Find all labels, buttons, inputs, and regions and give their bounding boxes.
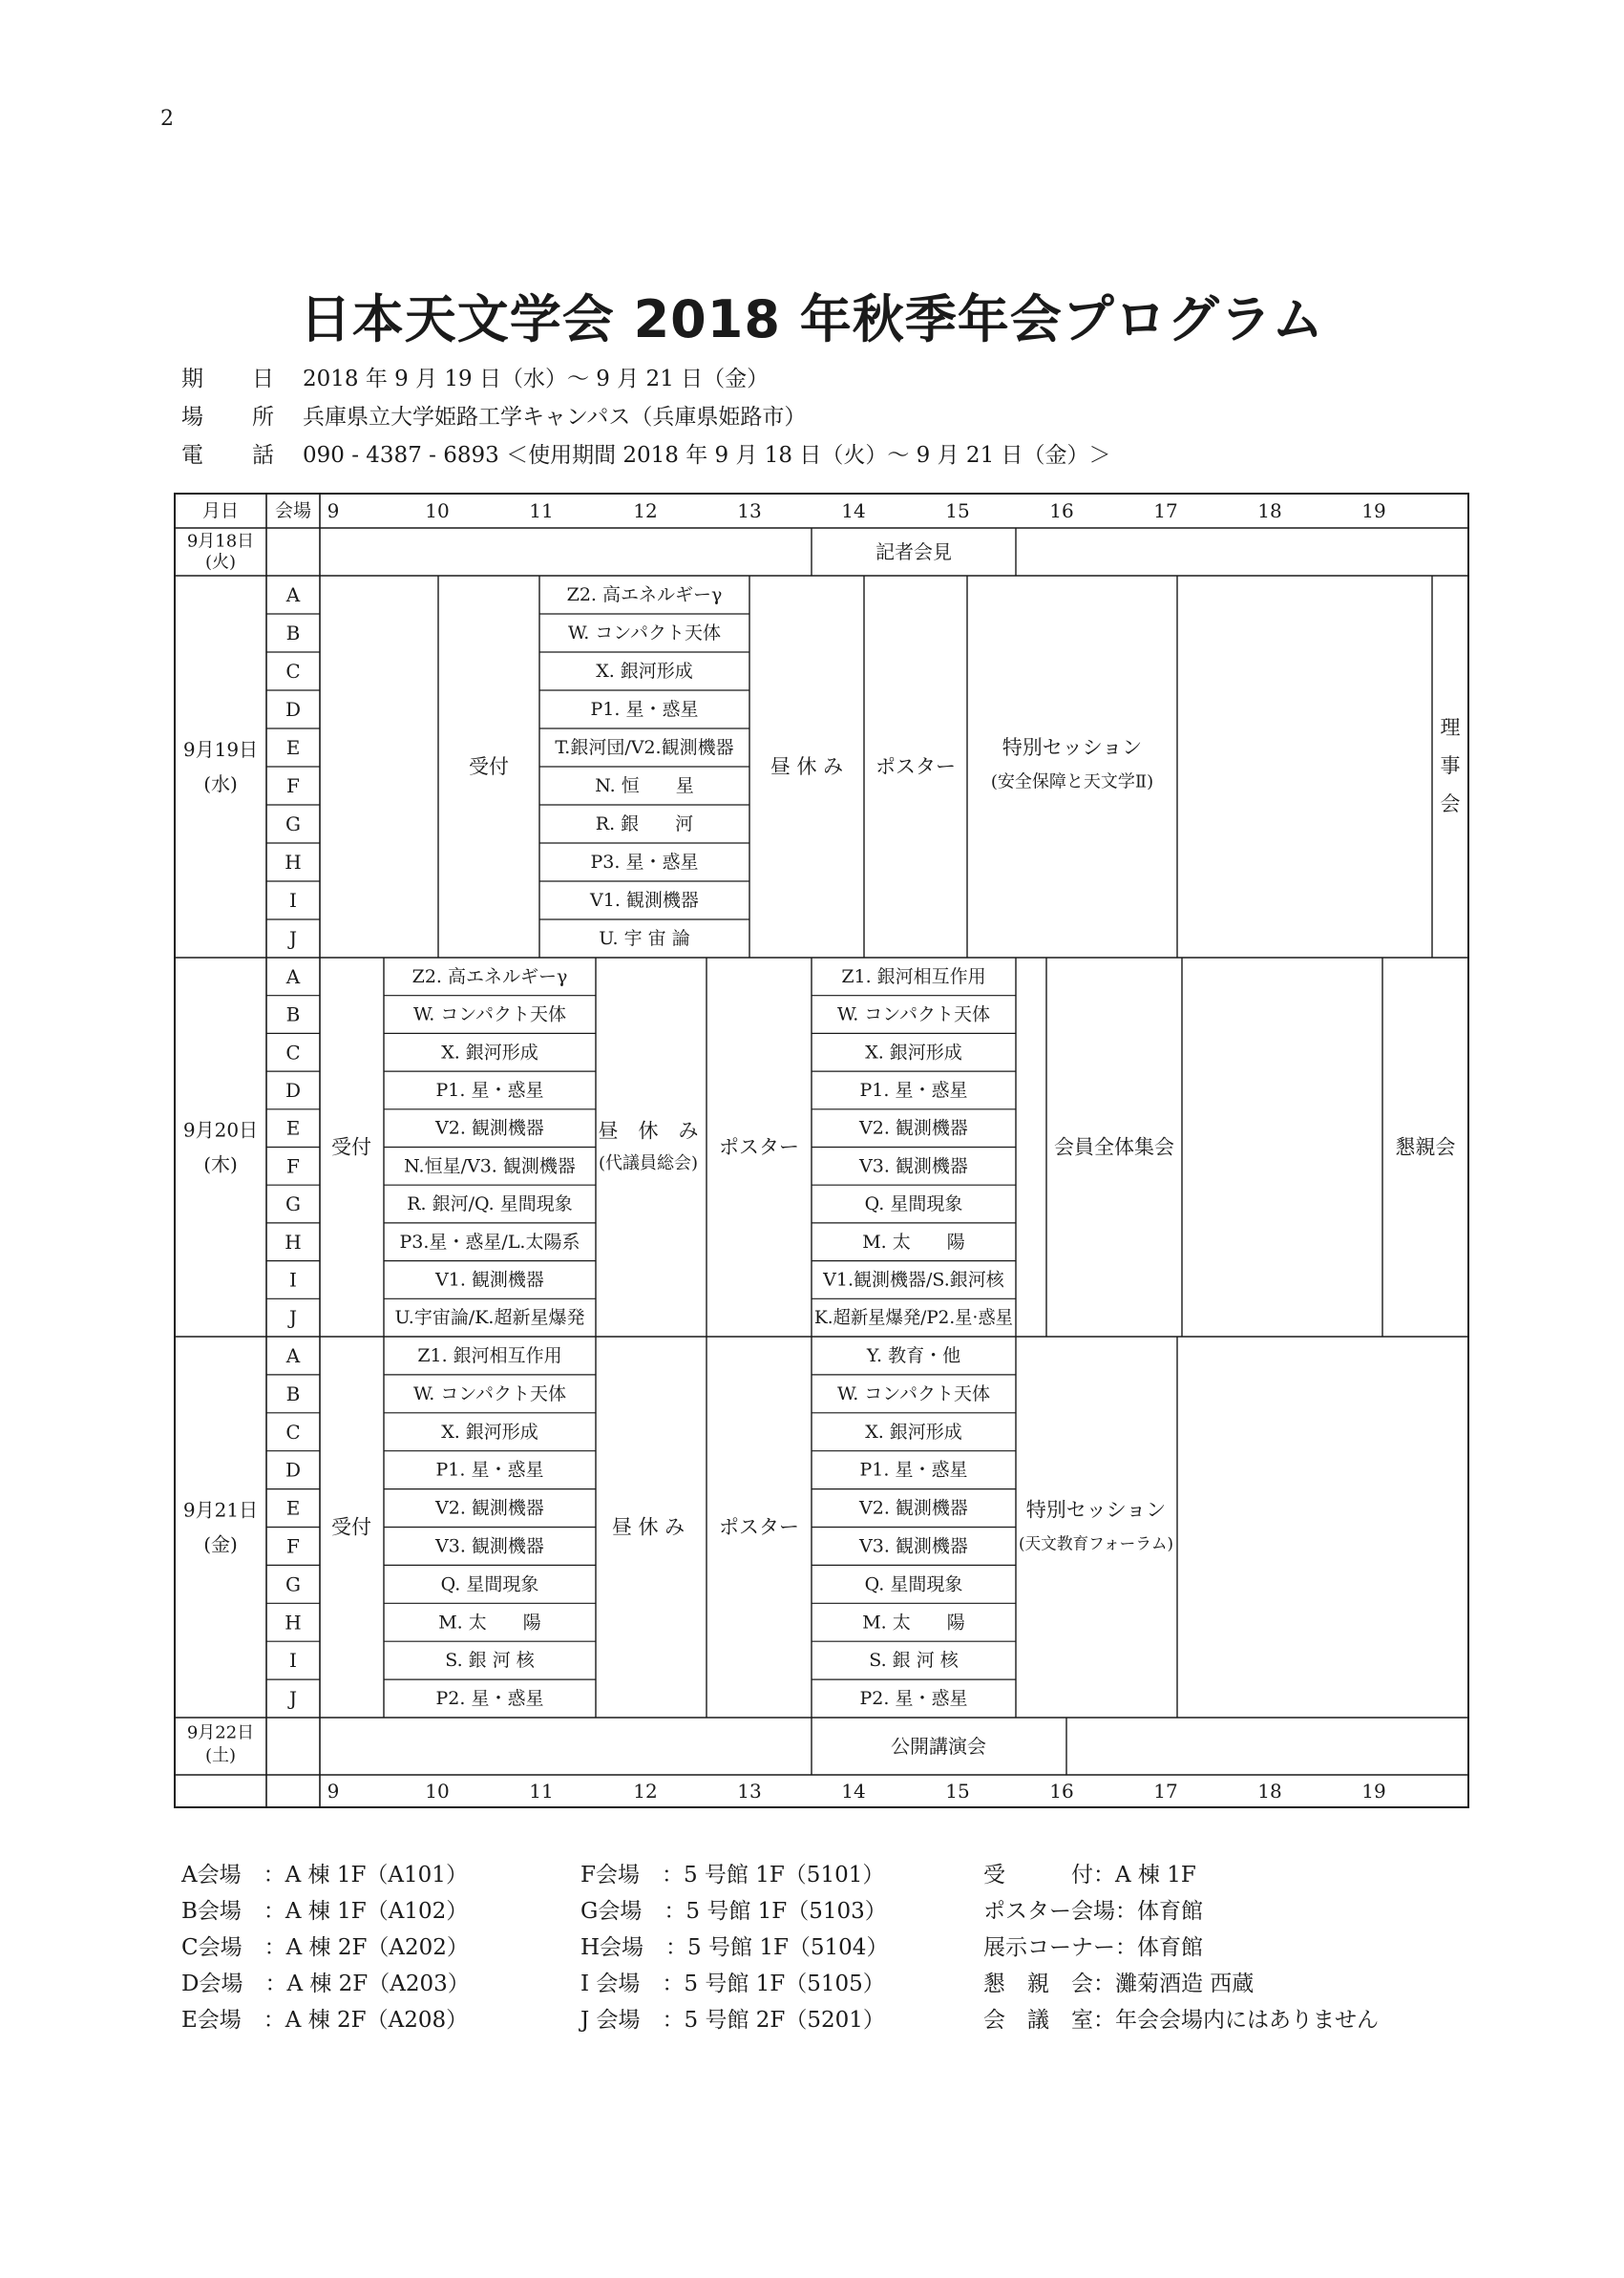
info-date-value: 2018 年 9 月 19 日（水）～ 9 月 21 日（金） [303,367,770,391]
session-label: V1. 観測機器 [590,890,699,911]
session-label: Z1. 銀河相互作用 [841,965,986,987]
room-label: C [285,1420,301,1444]
room-label: C [285,1041,301,1065]
room-label: D [285,1458,302,1482]
session-label: R. 銀 河 [595,813,694,834]
room-label: H [285,1230,302,1254]
board-meeting-label: 会 [1440,792,1461,815]
lunch-break-label: 昼 休 み [598,1119,699,1143]
session-label: P3.星・惑星/L.太陽系 [399,1231,580,1253]
session-label: T.銀河団/V2.観測機器 [555,737,734,758]
session-label: W. コンパクト天体 [413,1382,566,1404]
weekday-label: (土) [204,1745,237,1766]
session-label: Z1. 銀河相互作用 [417,1344,562,1366]
room-label: A [285,583,301,606]
weekday-label: (木) [203,1152,238,1176]
legend-item: 懇 親 会：灘菊酒造 西蔵 [983,1972,1255,1996]
room-label: C [285,660,301,683]
legend-item: I 会場 ：5 号館 1F（5105） [580,1972,885,1996]
hour-tick-label: 9 [327,499,340,522]
reception-label: 受付 [469,755,509,778]
room-label: J [288,1306,298,1330]
room-label: H [285,1611,302,1635]
session-label: Y. 教育・他 [866,1344,961,1366]
room-label: G [285,812,301,835]
session-label: X. 銀河形成 [441,1421,538,1443]
hour-tick-label: 19 [1361,1780,1386,1803]
session-label: U. 宇 宙 論 [599,928,690,949]
legend-item: C会場 ：A 棟 2F（A202） [181,1935,469,1960]
lunch-break-label: 昼 休 み [770,755,844,778]
session-label: Z2. 高エネルギーγ [566,584,723,605]
hour-tick-label: 16 [1049,499,1074,522]
legend-facilities [983,1857,1379,2038]
session-label: U.宇宙論/K.超新星爆発 [394,1307,585,1329]
hour-tick-label: 11 [529,499,554,522]
session-label: W. コンパクト天体 [413,1003,566,1025]
session-label: P1. 星・惑星 [435,1459,544,1481]
legend-item: ポスター会場：体育館 [983,1899,1203,1924]
event-public-lecture: 公開講演会 [891,1735,986,1758]
hour-tick-label: 19 [1361,499,1386,522]
date-label: 9月18日 [186,531,255,552]
hour-tick-label: 17 [1153,1780,1178,1803]
hour-tick-label: 17 [1153,499,1178,522]
hour-tick-label: 9 [327,1780,340,1803]
session-label: W. コンパクト天体 [837,1003,990,1025]
session-label: P1. 星・惑星 [590,699,699,720]
room-label: I [289,1649,297,1673]
special-session-label: 特別セッション [1002,736,1143,759]
session-label: P2. 星・惑星 [859,1688,968,1710]
hour-tick-label: 14 [841,499,866,522]
room-label: F [286,1154,300,1178]
room-label: E [285,1116,301,1140]
session-label: M. 太 陽 [862,1612,965,1634]
lunch-break-sublabel: (代議員総会) [598,1153,699,1173]
session-label: M. 太 陽 [438,1612,541,1634]
info-phone-label: 電 話 [181,443,287,468]
legend-item: J 会場 ：5 号館 2F（5201） [580,2008,885,2033]
page-number: 2 [160,107,174,131]
hour-tick-label: 18 [1257,499,1282,522]
board-meeting-label: 事 [1440,754,1461,777]
legend-rooms-f-j [580,1857,888,2038]
room-label: I [289,889,297,912]
session-label: S. 銀 河 核 [445,1650,535,1672]
legend-item: 会 議 室：年会会場内にはありません [983,2008,1379,2033]
session-label: W. コンパクト天体 [568,622,721,643]
session-label: K.超新星爆発/P2.星·惑星 [814,1307,1013,1329]
session-label: M. 太 陽 [862,1231,965,1253]
session-label: S. 銀 河 核 [869,1650,959,1672]
session-label: Q. 星間現象 [440,1573,539,1595]
event-press-conference: 記者会見 [875,540,952,563]
hour-tick-label: 11 [529,1780,554,1803]
legend-item: F会場 ：5 号館 1F（5101） [580,1863,885,1888]
session-label: V1.観測機器/S.銀河核 [823,1269,1004,1291]
session-label: N. 恒 星 [595,775,694,796]
hour-tick-label: 16 [1049,1780,1074,1803]
poster-label: ポスター [719,1135,799,1159]
session-label: V2. 観測機器 [859,1497,968,1519]
session-label: V2. 観測機器 [435,1117,544,1139]
legend-item: D会場 ：A 棟 2F（A203） [181,1972,470,1996]
session-label: V3. 観測機器 [859,1155,968,1177]
legend-item: 受 付：A 棟 1F [983,1863,1196,1888]
legend-item: A会場 ：A 棟 1F（A101） [181,1863,468,1888]
poster-label: ポスター [719,1515,799,1539]
room-label: E [285,1496,301,1520]
room-label: D [285,1078,302,1102]
room-label: I [289,1268,297,1292]
room-label: F [286,1534,300,1558]
session-label: R. 銀河/Q. 星間現象 [407,1193,573,1215]
legend-item: H会場 ：5 号館 1F（5104） [580,1935,889,1960]
room-label: D [285,698,302,721]
date-label: 9月21日 [182,1498,259,1522]
board-meeting-label: 理 [1440,716,1461,739]
info-place-label: 場 所 [181,405,287,430]
hour-tick-label: 12 [633,1780,658,1803]
banquet-label: 懇親会 [1395,1135,1456,1159]
weekday-label: (金) [203,1532,238,1556]
room-label: B [285,1002,301,1026]
special-session-label: 特別セッション [1025,1498,1167,1522]
room-label: A [285,1343,301,1367]
session-label: V1. 観測機器 [435,1269,544,1291]
session-label: X. 銀河形成 [865,1421,962,1443]
room-label: E [285,736,301,759]
info-place-value: 兵庫県立大学姫路工学キャンパス（兵庫県姫路市） [303,405,807,430]
session-label: X. 銀河形成 [441,1042,538,1064]
legend-item: E会場 ：A 棟 2F（A208） [181,2008,469,2033]
weekday-label: (水) [203,772,238,795]
date-label: 9月19日 [182,738,259,761]
general-assembly-label: 会員全体集会 [1054,1135,1174,1159]
date-label: 9月20日 [182,1118,259,1142]
session-label: X. 銀河形成 [596,661,693,682]
session-label: Q. 星間現象 [864,1573,963,1595]
session-label: Q. 星間現象 [864,1193,963,1215]
reception-label: 受付 [331,1515,371,1539]
header-room: 会場 [274,500,312,521]
date-label: 9月22日 [186,1722,255,1743]
hour-tick-label: 14 [841,1780,866,1803]
session-label: V2. 観測機器 [859,1117,968,1139]
hour-tick-label: 15 [945,1780,970,1803]
hour-tick-label: 10 [425,499,450,522]
info-date-label: 期 日 [181,367,287,391]
weekday-label: (火) [204,552,237,573]
special-session-sublabel: (天文教育フォーラム) [1019,1534,1173,1554]
session-label: P3. 星・惑星 [590,852,699,873]
session-label: V3. 観測機器 [859,1535,968,1557]
room-label: H [285,851,302,874]
hour-tick-label: 15 [945,499,970,522]
room-label: G [285,1572,301,1596]
reception-label: 受付 [331,1135,371,1159]
legend-item: B会場 ：A 棟 1F（A102） [181,1899,469,1924]
header-date: 月日 [201,500,240,521]
hour-tick-label: 10 [425,1780,450,1803]
session-label: P1. 星・惑星 [859,1459,968,1481]
session-label: P1. 星・惑星 [859,1079,968,1101]
legend-item: 展示コーナー：体育館 [983,1935,1203,1960]
session-label: W. コンパクト天体 [837,1382,990,1404]
session-label: V3. 観測機器 [435,1535,544,1557]
poster-label: ポスター [875,755,956,778]
room-label: G [285,1192,301,1216]
hour-tick-label: 13 [737,499,762,522]
hour-tick-label: 12 [633,499,658,522]
legend-rooms-a-e [181,1857,470,2038]
session-label: P2. 星・惑星 [435,1688,544,1710]
room-label: J [288,1687,298,1711]
page-title: 日本天文学会 2018 年秋季年会プログラム [299,289,1325,349]
legend-item: G会場 ：5 号館 1F（5103） [580,1899,887,1924]
hour-tick-label: 13 [737,1780,762,1803]
info-phone-value: 090 - 4387 - 6893 ＜使用期間 2018 年 9 月 18 日（火）～ 9 月 21 日（金）＞ [303,443,1111,468]
session-label: N.恒星/V3. 観測機器 [404,1155,576,1177]
session-label: P1. 星・惑星 [435,1079,544,1101]
session-label: X. 銀河形成 [865,1042,962,1064]
room-label: B [285,1382,301,1405]
session-label: V2. 観測機器 [435,1497,544,1519]
lunch-break-label: 昼 休 み [611,1515,685,1539]
hour-tick-label: 18 [1257,1780,1282,1803]
session-label: Z2. 高エネルギーγ [411,965,568,987]
room-label: F [286,774,300,797]
special-session-sublabel: (安全保障と天文学Ⅱ) [990,771,1154,792]
room-label: B [285,622,301,644]
room-label: A [285,964,301,988]
room-label: J [288,927,298,950]
